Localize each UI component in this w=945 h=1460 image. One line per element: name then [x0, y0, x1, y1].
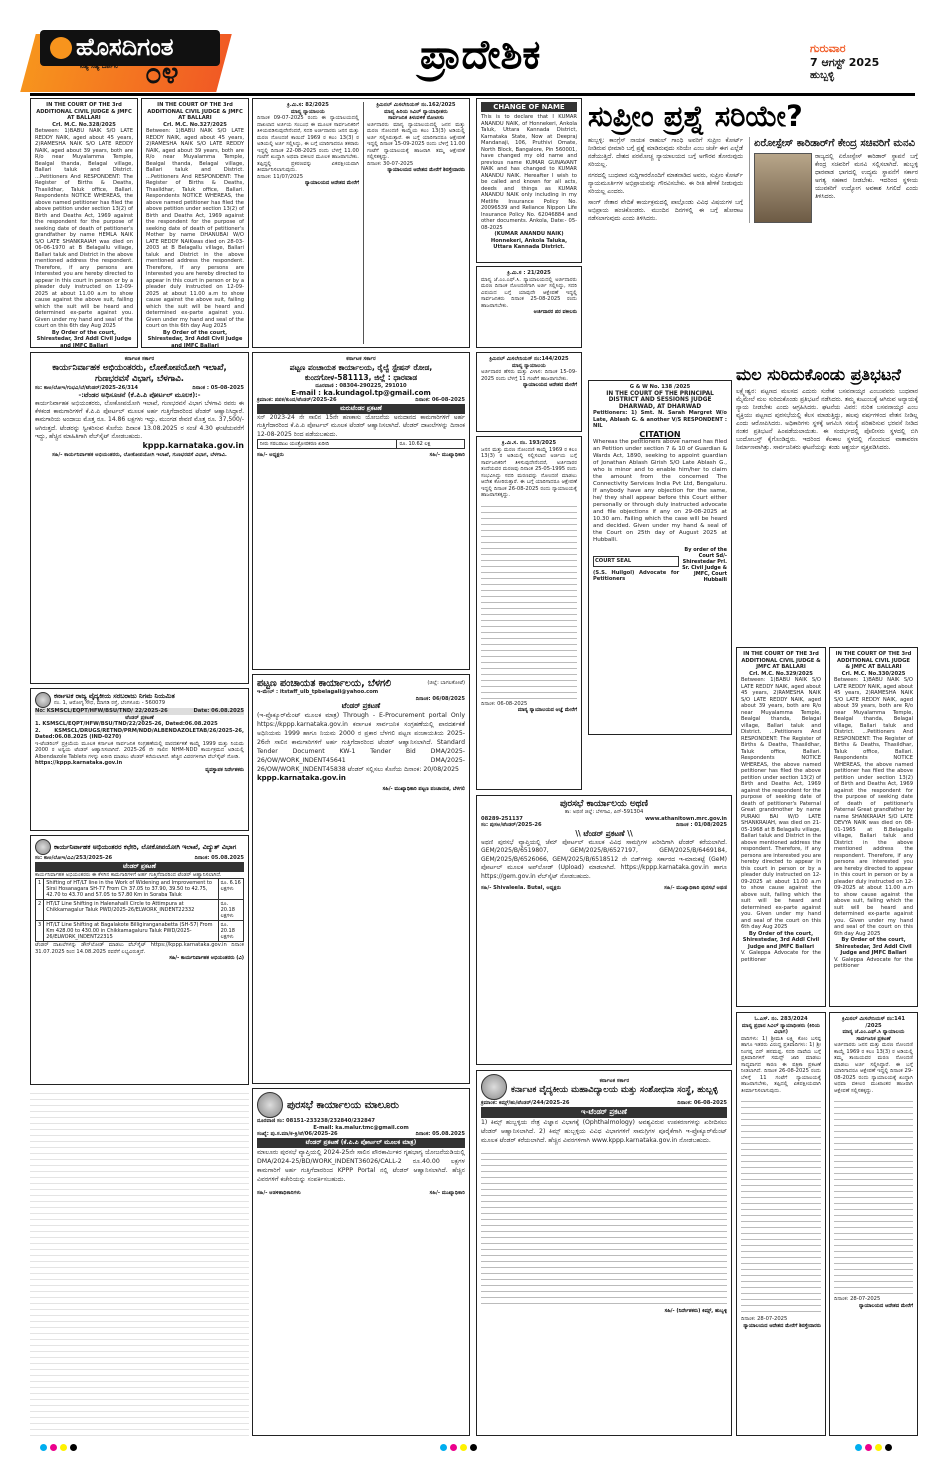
notice-head: ಕ್ರಿಮಿನಲ್ ಮಿಸಲೇನಿಯಸ್ ನಂ:144/2025 [489, 356, 569, 362]
row-amount: ರೂ. 6.16 ಲಕ್ಷಗಳು [218, 879, 243, 900]
notice-head: ಕ್ರಿಮಿನಲ್ ಮಿಸಲೇನಿಯಸ್ ನಂ:141 /2025 [842, 1016, 905, 1029]
notice-advocate: V. Galeppa Advocate for the petitioner [834, 956, 913, 969]
notice-email: ಇ-ಮೇಲ್ : itstaff_ulb_tpbelagali@yahoo.com [257, 689, 379, 695]
notice-head: ಪಟ್ಟಣ ಪಂಚಾಯತ ಕಾರ್ಯಾಲಯ, ಬೆಳಗಲಿ [257, 678, 392, 689]
signature-officer: ಸಹಿ/- ಮುಖ್ಯಾಧಿಕಾರಿ ಪುರಸಭೆ ಅಥಣಿ [664, 885, 727, 891]
empty-ad-space [30, 1088, 249, 1436]
notice-title: IN THE COURT OF THE PRINCIPAL DISTRICT AND SESSIONS JUDGE DHARWAD, AT DHARWAD [606, 390, 714, 410]
notice-signature: (KUMAR ANANDU NAIK) Honnekeri, Ankola Taluka, Uttara Kannada District. [490, 231, 568, 250]
gw-citation [588, 380, 732, 735]
notice-signature: ನ್ಯಾಯಾಲಯದ ಆದೇಶದ ಮೇರೆಗೆ [305, 180, 359, 186]
notice-body: ಅರ್ಜಿದಾರರು ಜನನ ಮತ್ತು ಮರಣ ನೋಂದಣಿ ಕಾಯ್ದೆ 1969 ರ ಕಲಂ 13(3) ರ ಅಡಿಯಲ್ಲಿ ತಮ್ಮ ತಾಯಿಯವರ ಮರಣ ನೋಂದಣಿ ಮಾಡಲು ಅರ್ಜಿ ಸಲ್ಲಿಸಿದ್ದಾರೆ. ಈ ಬಗ್ಗೆ ಯಾರಿಗಾದರೂ ಆಕ್ಷೇಪಣೆ ಇದ್ದಲ್ಲಿ ದಿನಾಂಕ 29-08-2025 ರಂದು ನ್ಯಾಯಾಲಯಕ್ಕೆ ಖುದ್ದಾಗಿ ಅಥವಾ ವಕೀಲರ ಮುಖಾಂತರ ಹಾಜರಾಗಿ ಆಕ್ಷೇಪಣೆ ಸಲ್ಲಿಸತಕ್ಕದ್ದು. [834, 1042, 913, 1094]
legal-notice-193 [476, 436, 582, 790]
registration-marks-left [40, 1444, 77, 1451]
karnataka-emblem-icon [35, 692, 51, 708]
malur-tender [252, 1088, 470, 1436]
notice-top: ಕರ್ನಾಟಕ ಸರ್ಕಾರ [124, 356, 155, 362]
notice-signature: ನ್ಯಾಯಾಲಯದ ಆದೇಶದ ಮೇರೆಗೆ [523, 382, 577, 388]
brand-tagline: ನಿತ್ಯ ಸತ್ಯ ದರ್ಶನ [80, 62, 118, 70]
notice-signature: ಸಹಿ/- ಮುಖ್ಯಾಧಿಕಾರಿ ಪಟ್ಟಣ ಪಂಚಾಯತ, ಬೆಳಗಲಿ [382, 786, 465, 792]
notice-signature: ಮಾನ್ಯ ನ್ಯಾಯಾಲಯದ ಆಜ್ಞೆ ಮೇರೆಗೆ [517, 707, 577, 713]
notice-body: Whereas the petitioners above named has filed an Petition under section 7 & 10 of Guardian & Wards Act, 1890, seeking to appoint guardian of Jonathan Ablash Girish S/O Late Ablash G., who is minor and to enable him/her to claim the amount from the concerned The Connectivity Services India Pvt Ltd, Bengaluru. If anybody have any objection for the same, he/ they shall appear before this Court either personally or through duly instructed advocate and file objections if any on 29-08-2025 at 10.30 am. Failing which the case will be heard and decided. Given under my hand & seal of the Court on 25th day of August 2025 at Hubballi. [593, 438, 727, 543]
notice-subject: ಟೆಂಡರ್ ಪ್ರಕಟಣೆ [341, 702, 381, 710]
brand-name: ಹೊಸದಿಗಂತ [76, 33, 174, 61]
notice-order: By Order of the court, Shirestedar, 3rd Addl Civil Judge and JMFC Ballari [36, 329, 132, 348]
kppp-link[interactable]: https://kppp.karnataka.gov.in [35, 760, 123, 766]
notice-advocate: (S.S. Huilgol) Advocate for Petitioners [593, 569, 680, 582]
edition-info [810, 42, 930, 81]
notice-subject: ಇ-ಟೆಂಡರ್ ಪ್ರಕಟಣೆ [481, 1107, 727, 1118]
notice-ref: ಕ್ರಮಾಂಕ: ಕಿಮ್ಸ್/ಹು/ಟೆಂಡರ್/244/2025-26 [481, 1100, 570, 1106]
notice-date: ದಿನಾಂಕ: 05.08.2025 [415, 1131, 465, 1137]
notice-date: ದಿನಾಂಕ: 06/08/2025 [415, 695, 465, 702]
notice-body: 1) ಕಿಮ್ಸ್ ಹುಬ್ಬಳ್ಳಿಯ ನೇತ್ರ ವಿಜ್ಞಾನ ವಿಭಾಗಕ್ಕೆ (Ophthalmology) ಅವಶ್ಯವಿರುವ ಉಪಕರಣಗಳನ್ನು ಖರೀದಿಸಲು ಟೆಂಡರ್ ಆಹ್ವಾನಿಸಲಾಗಿದೆ. 2) ಕಿಮ್ಸ್ ಹುಬ್ಬಳ್ಳಿಯ ವಿವಿಧ ವಿಭಾಗಗಳಿಗೆ ಸಾಮಗ್ರಿಗಳ ಪೂರೈಕೆಗಾಗಿ ಇ-ಪ್ರೊಕ್ಯೂರ್‌ಮೆಂಟ್ ಮೂಲಕ ಟೆಂಡರ್ ಕರೆಯಲಾಗಿದೆ. ಹೆಚ್ಚಿನ ವಿವರಗಳಿಗಾಗಿ www.kppp.karnataka.gov.in ನೋಡಬಹುದು. [481, 1118, 727, 1144]
masthead-rule [30, 93, 915, 96]
notice-head: ಕರ್ನಾಟಕ ವೈದ್ಯಕೀಯ ಮಹಾವಿದ್ಯಾಲಯ ಮತ್ತು ಸಂಶೋಧನಾ ಸಂಸ್ಥೆ, ಹುಬ್ಬಳ್ಳಿ [511, 1084, 718, 1095]
notice-court: ಮಾನ್ಯ ನ್ಯಾಯಾಲಯ [291, 108, 325, 115]
story-body: ಲಕ್ಷ್ಮೇಶ್ವರ: ಪಟ್ಟಣದ ಮಲಸದ ಎದುರು ಸುರೇಶ ಬಸವನಾಯ್ಕರ ಎಂಬುವವರು ಬುಧವಾರ ಮೈಮೇಲೆ ಮಲ ಸುರಿದುಕೊಂಡು ಪ್ರತಿಭಟನೆ ನಡೆಸಿದರು. ತಮ್ಮ ಕುಟುಂಬಕ್ಕೆ ಆಗಿರುವ ಅನ್ಯಾಯಕ್ಕೆ ನ್ಯಾಯ ನೀಡಬೇಕು ಎಂದು ಆಗ್ರಹಿಸಿದರು. ಘಟನೆಯ ವಿವರ: ನುರಿತ ಬಸವನಾಯ್ಕರ ಎಂಬ ವ್ಯಕ್ತಿಯು ಪಟ್ಟಣದ ಪುರಸಭೆಯಲ್ಲಿ ಕೆಲಸ ಮಾಡುತ್ತಿದ್ದು, ಹಲವು ವರ್ಷಗಳಿಂದ ವೇತನ ನೀಡಿಲ್ಲ ಎಂದು ಆರೋಪಿಸಿದರು. ಅಧಿಕಾರಿಗಳು ಸ್ಥಳಕ್ಕೆ ಆಗಮಿಸಿ ಸಮಸ್ಯೆ ಪರಿಹರಿಸುವ ಭರವಸೆ ನೀಡಿದ ನಂತರ ಪ್ರತಿಭಟನೆ ಹಿಂಪಡೆಯಲಾಯಿತು. ಈ ಸಂದರ್ಭದಲ್ಲಿ ಪೊಲೀಸರು ಸ್ಥಳದಲ್ಲಿ ಬಿಗಿ ಬಂದೋಬಸ್ತ್ ಕೈಗೊಂಡಿದ್ದರು. ಇದರಿಂದ ಕೆಲಕಾಲ ಸ್ಥಳದಲ್ಲಿ ಗೊಂದಲದ ವಾತಾವರಣ ನಿರ್ಮಾಣವಾಗಿತ್ತು. ಸಾರ್ವಜನಿಕರು ಘಟನೆಯನ್ನು ಕಂಡು ಆಶ್ಚರ್ಯ ವ್ಯಕ್ತಪಡಿಸಿದರು. [736, 388, 918, 451]
legal-notice-141 [829, 1012, 918, 1436]
notice-head: ಕ್ರಿ.ಮಿ.ಸ. ನಂ. 193/2025 [501, 440, 557, 446]
notice-body-filler [834, 1096, 913, 1296]
page-number: ೦೪ [145, 56, 179, 91]
notice-date: ದಿನಾಂಕ: 30-07-2025 [366, 160, 414, 167]
notice-title: IN THE COURT OF THE 3rd ADDITIONAL CIVIL JUDGE & JMFC AT BALLARI [147, 102, 243, 121]
notice-body: ಮಾನ್ಯ ಜೆ.ಎಂ.ಎಫ್.ಸಿ. ನ್ಯಾಯಾಲಯದಲ್ಲಿ ಅರ್ಜಿದಾರರು ಮರಣ ದಿನಾಂಕ ನೋಂದಣಿಗಾಗಿ ಅರ್ಜಿ ಸಲ್ಲಿಸಿದ್ದು, ಸದರಿ ವಿಷಯದ ಬಗ್ಗೆ ಯಾವುದೇ ಆಕ್ಷೇಪಣೆ ಇದ್ದಲ್ಲಿ ಸಾರ್ವಜನಿಕರು ದಿನಾಂಕ 25-08-2025 ರಂದು ಹಾಜರಾಗಬೇಕು. [481, 276, 577, 309]
row-amount: ರೂ. 20.18 ಲಕ್ಷಗಳು [218, 900, 243, 921]
brand-emblem-icon [50, 37, 72, 59]
row-no: 2 [36, 900, 44, 921]
notice-body: ಸನ್ 2023-24 ನೇ ಸಾಲಿನ 15ನೇ ಹಣಕಾಸು ಯೋಜನೆಯ ಅನುದಾನದ ಕಾಮಗಾರಿಗಳಿಗೆ ಅರ್ಹ ಗುತ್ತಿಗೆದಾರರಿಂದ ಕೆ.ಪಿ.ಪಿ ಪೋರ್ಟಲ್ ಮೂಲಕ ಟೆಂಡರ್ ಆಹ್ವಾನಿಸಲಾಗಿದೆ. ಟೆಂಡರ್ ದಾಖಲೆಗಳನ್ನು ದಿನಾಂಕ 12-08-2025 ರಿಂದ ಪಡೆಯಬಹುದು. [257, 413, 465, 438]
notice-order: By Order of the court, Shirestedar, 3rd Addl Civil Judge and JMFC Ballari [835, 937, 912, 956]
notice-court: ಮಾನ್ಯ ನ್ಯಾಯಾಲಯ [512, 362, 546, 369]
notice-subject: ಟೆಂಡರ್ ಪ್ರಕಟಣೆ (ಕೆ.ಪಿ.ಪಿ ಪೋರ್ಟಲ್ ಮೂಲಕ ಮಾತ್ರ) [257, 1138, 465, 1148]
notice-title: IN THE COURT OF THE 3rd ADDITIONAL CIVIL JUDGE & JMFC AT BALLARI [741, 651, 821, 670]
lead-body-1: ಹುಬ್ಬಳ್ಳಿ: ಕಾಂಗ್ರೆಸ್ ನಾಯಕ ರಾಹುಲ್ ಗಾಂಧಿ ಅವರಿಗೆ ಸುಪ್ರೀಂ ಕೋರ್ಟ್ ನೀಡಿರುವ ಛೀಮಾರಿ ಬಗ್ಗೆ ಪ್ರಶ್ನೆ ಮಾಡಿರುವುದು ಸರಿಯೇ ಎಂಬ ಚರ್ಚೆ ಈಗ ಎಲ್ಲೆಡೆ ನಡೆಯುತ್ತಿದೆ. ದೇಶದ ಪರಮೋಚ್ಚ ನ್ಯಾಯಾಲಯದ ಬಗ್ಗೆ ಅಗೌರವ ತೋರುವುದು ಸರಿಯಲ್ಲ. [588, 137, 743, 168]
notice-case: G & W No. 138 /2025 [629, 384, 691, 390]
notice-intro: ಕಾರ್ಯನಿರ್ವಾಹಕ ಅಭಿಯಂತರರು ಈ ಕೆಳಗಿನ ಕಾಮಗಾರಿಗಳಿಗೆ ಅರ್ಹ ಗುತ್ತಿಗೆದಾರರಿಂದ ಟೆಂಡರ್ ಆಹ್ವಾನಿಸಲಾಗಿದೆ. [35, 871, 222, 878]
notice-court: ಮಾನ್ಯ ಹಿರಿಯ ಸಿವಿಲ್ ನ್ಯಾಯಾಧೀಶರು [384, 108, 448, 115]
notice-title: CHANGE OF NAME [481, 102, 577, 112]
notice-subject: ಟೆಂಡರ್ ಪ್ರಕಟಣೆ [125, 714, 154, 721]
notice-body: ಅರ್ಜಿದಾರರು ಮಾನ್ಯ ನ್ಯಾಯಾಲಯದಲ್ಲಿ ಜನನ ಮತ್ತು ಮರಣ ನೋಂದಣಿ ಕಾಯ್ದೆಯ ಕಲಂ 13(3) ಅಡಿಯಲ್ಲಿ ಅರ್ಜಿ ಸಲ್ಲಿಸಿರುತ್ತಾರೆ. ಈ ಬಗ್ಗೆ ಯಾರಿಗಾದರೂ ಆಕ್ಷೇಪಣೆ ಇದ್ದಲ್ಲಿ ದಿನಾಂಕ 15-09-2025 ರಂದು ಬೆಳಿಗ್ಗೆ 11.00 ಗಂಟೆಗೆ ನ್ಯಾಯಾಲಯಕ್ಕೆ ಹಾಜರಾಗಿ ತಮ್ಮ ಆಕ್ಷೇಪಣೆ ಸಲ್ಲಿಸತಕ್ಕದ್ದು. [366, 121, 465, 160]
notice-subject: CITATION [639, 429, 681, 439]
notice-parties: Petitioners: 1) Smt. N. Sarah Margret W/o Late, Ablash G. & another V/S RESPONDENT : NIL [593, 410, 727, 429]
court-notice-327 [141, 98, 249, 348]
lead-body-2: ನಗರದಲ್ಲಿ ಬುಧವಾರ ಸುದ್ದಿಗಾರರೊಂದಿಗೆ ಮಾತನಾಡಿದ ಅವರು, ಸುಪ್ರೀಂ ಕೋರ್ಟ್ ನ್ಯಾಯಮೂರ್ತಿಗಳ ಅಭಿಪ್ರಾಯವನ್ನು ಗೌರವಿಸಬೇಕು. ಈ ರೀತಿ ಹೇಳಿಕೆ ನೀಡುವುದು ಸರಿಯಲ್ಲ ಎಂದರು. [588, 172, 743, 195]
kims-tender [476, 1070, 732, 1436]
notice-top: ಕರ್ನಾಟಕ ಸರ್ಕಾರ [599, 1078, 630, 1085]
row-no: 3 [36, 921, 44, 942]
notice-court: ಮಾನ್ಯ ಪ್ರಧಾನ ಸಿವಿಲ್ ನ್ಯಾಯಾಧೀಶರು (ಕಿರಿಯ ವಿಭಾಗ) [741, 1022, 821, 1035]
change-of-name-notice [476, 98, 582, 263]
tender-item: 2. KSMSCL/DRUGS/RETND/PRM/NDD/ALBENDAZOLETAB/26/2025-26, Dated:06.08.2025 (IND-0270) [35, 727, 244, 740]
notice-signature: ಸಹಿ/- (ನಿರ್ದೇಶಕರು) ಕಿಮ್ಸ್, ಹುಬ್ಬಳ್ಳಿ [664, 1307, 727, 1314]
notice-signature: ನ್ಯಾಯಾಲಯದ ಆದೇಶದ ಮೇರೆಗೆ ಶಿರಸ್ತೇದಾರರು [743, 1322, 821, 1329]
row-work: HT/LT Line Shifting in Halenahalli Circle to Attimpura at Chikkamagalur Taluk PWD/2025-26/ELWORK_INDENT22332 [44, 900, 218, 921]
city: ಹುಬ್ಬಳ್ಳಿ [810, 70, 835, 81]
notice-district: (ಜಿಲ್ಲೆ: ಬಾಗಲಕೋಟೆ) [427, 680, 465, 687]
notice-ref: ಸಂ: ಕಾಅ/ಲೋಇ/ವಿವಿ/253/2025-26 [35, 855, 113, 861]
notice-advocate: V. Galeppa Advocate for the petitioner [741, 950, 821, 963]
court-notice-329 [736, 647, 826, 1007]
notice-signature: ನ್ಯಾಯಾಲಯದ ಆದೇಶದ ಮೇರೆಗೆ [859, 1302, 913, 1309]
notice-case: Crl. M.C. No.329/2025 [749, 670, 813, 677]
kppp-link[interactable]: kppp.karnataka.gov.in [142, 441, 244, 451]
notice-date: ದಿನಾಂಕ: 28-07-2025 [834, 1296, 881, 1302]
notice-head: ಕ್ರಿ.ಮಿ.ಸ: 82/2025 [287, 102, 329, 108]
court-notice-330 [829, 647, 918, 1007]
notice-head: ಕ್ರಿಮಿನಲ್ ಮಿಸಲೇನಿಯಸ್ ನಂ.162/2025 [376, 102, 456, 108]
notice-body: Between: 1)BABU NAIK S/O LATE REDDY NAIK, aged about 45 years, 2)RAMESHA NAIK S/O LATE REDDY NAIK, aged about 39 years, both are R/o near Muyalamma Temple, Bealgal thanda, Belagal village, Ballari taluk and District. ...Petitioners And RESPONDENT: The Register of Births & Deaths, Thasildhar, Taluk office, Ballari. Respondents NOTICE WHEREAS, the above named petitioner has filed the above petition under section 13(2) of Birth and Deaths Act, 1969 against the respondent for the purpose of seeking date of death of petitioner's Paternal Great grandfather by name SHANKRAIAH S/O LATE DEVYA NAIK was died on 08-01-1965 at B.Belagallu village, Ballari taluk and District in the above mentioned address the respondent. Therefore, if any persons are interested you are hereby directed to appear in this court in person or by a pleader duly instructed on 12-09-2025 at about 11.00 a.m to show cause against the above suit, failing which the suit will be heard and determined ex-parte against you. Given under my hand and seal of the court on this 6th day Aug 2025 [834, 677, 913, 937]
date: 7 ಆಗಸ್ಟ್ 2025 [810, 56, 880, 69]
notice-body-filler [481, 1148, 727, 1308]
notice-address: ನಂ. 1, ಆರೋಗ್ಯ ಸೌಧ, ಮಾಗಡಿ ರಸ್ತೆ, ಬೆಂಗಳೂರು - 560079 [54, 700, 166, 706]
notice-phone: ದೂರವಾಣಿ ಸಂ: 08151-233238/232840/232847 [257, 1118, 375, 1124]
table-row [36, 900, 244, 921]
lead-headline: ಸುಪ್ರೀಂ ಪ್ರಶ್ನೆ ಸರಿಯೇ? [588, 99, 803, 133]
section-title: ಪ್ರಾದೇಶಿಕ [420, 32, 541, 78]
signature-chairman: ಸಹಿ/- Shivaleela. Butal, ಅಧ್ಯಕ್ಷರು [481, 885, 562, 891]
notice-ref: ಕ್ರಮಾಂಕ: ಪಪಕ/ಕುಂದ/ಟೆಂಡರ್/2025-26 [257, 397, 337, 403]
masthead [0, 0, 945, 96]
notice-head: ಕಾರ್ಯನಿರ್ವಾಹಕ ಅಭಿಯಂತರರು, ಲೋಕೋಪಯೋಗಿ ಇಲಾಖೆ, ಗುಣಭರವಸೆ ವಿಭಾಗ, ಬೆಳಗಾವಿ. [52, 362, 227, 384]
court-notice-328 [30, 98, 138, 348]
notice-court: ಮಾನ್ಯ ಜೆ.ಎಂ.ಎಫ್.ಸಿ ನ್ಯಾಯಾಲಯ [842, 1029, 905, 1035]
pwd-belagavi-tender [30, 352, 249, 684]
notice-head: ಕರ್ನಾಟಕ ರಾಜ್ಯ ವೈದ್ಯಕೀಯ ಸರಬರಾಜು ನಿಗಮ ನಿಯಮಿತ [54, 692, 175, 700]
notice-body: Between: 1)BABU NAIK S/O LATE REDDY NAIK, aged about 45 years, 2)RAMESHA NAIK S/O LATE REDDY NAIK, aged about 39 years, both are R/o near Muyalamma Temple, Bealgal thanda, Belagal village, Ballari taluk and District. ...Petitioners And RESPONDENT: The Register of Births & Deaths, Thasildhar, Taluk office, Ballari. Respondents NOTICE WHEREAS, the above named petitioner has filed the above petition under section 13(2) of Birth and Deaths Act, 1969 against the respondent for the purpose of seeking date of death of petitioner's Mother by name DHANUBAI W/O LATE REDDY NAIKwas died on 28-03-2003 at B Belagallu village, Ballari taluk and District in the above mentioned address the respondent. Therefore, if any persons are interested you are hereby directed to appear in this court in person or by a pleader duly instructed on 12-09-2025 at about 11.00 a.m to show cause against the above suit, failing which the suit will be heard and determined ex-parte against you. Given under my hand and seal of the court on this 6th day Aug 2025 [146, 128, 244, 329]
athani-tender [476, 795, 732, 1065]
notice-head: ಓ.ಎಸ್. ನಂ. 283/2024 [754, 1016, 808, 1022]
notice-order: By Order of the court, Shirestedar, 3rd Addl Civil Judge and JMFC Ballari [742, 930, 820, 950]
notice-order: By Order of the court, Shirestedar, 3rd Addl Civil Judge and JMFC Ballari [147, 329, 243, 348]
court-seal-label: COURT SEAL [593, 556, 679, 567]
ksmscl-tender [30, 688, 249, 831]
notice-ref: ಸಂ: ಕಾಅ/ಲೋಇ/ಗುಭವಿ/ಬೆ/ಟೆಂಡರ್/2025-26/314 [35, 384, 138, 391]
table-row [36, 879, 244, 900]
tender-item: 1. KSMSCL/EQPT/HFW/BSU/TND/22/2025-26, Dated:06.08.2025 [35, 721, 218, 727]
row-work: Shifting of HT/LT line in the Work of Widening and Improvement to Sirsi Hosanagara SH-77 From Ch 37.05 to 37.90, 39.50 to 42.75, 42.70 to 43.70 and 57.05 to 57.80 Km in Soraba Taluk [44, 879, 218, 900]
notice-body-filler [30, 1088, 249, 1436]
notice-subject: -:ಟೆಂಡರ ಅಧಿಸೂಚನೆ (ಕೆ.ಪಿ.ಪಿ ಪೋರ್ಟಲ್ ಮೂಲಕ):- [78, 391, 201, 399]
notice-title: IN THE COURT OF THE 3rd ADDITIONAL CIVIL JUDGE & JMFC AT BALLARI [36, 102, 132, 121]
karnataka-emblem-icon [35, 839, 51, 855]
notice-email: E-mail: ka.malur.tmc@gmail.com [313, 1124, 409, 1131]
notice-ref: No: KSMSCL/EQPT/HFW/BSU/TND/ 22/2025-26 [35, 708, 168, 714]
notice-body: ಅರ್ಜಿದಾರರ ಹೆಸರು ಮತ್ತು ವಿಳಾಸ: ದಿನಾಂಕ 15-09-2025 ರಂದು ಬೆಳಗ್ಗೆ 11 ಗಂಟೆಗೆ ಹಾಜರಾಗಬೇಕು. [481, 369, 577, 382]
notice-signature: ನ್ಯಾಯಾಲಯದ ಆದೇಶದ ಮೇರೆಗೆ ಶಿರಸ್ತೇದಾರರು [387, 167, 465, 173]
row-no: 1 [36, 879, 44, 900]
notice-date: ದಿನಾಂಕ: 11/07/2025 [257, 173, 303, 180]
notice-body: This is to declare that I KUMAR ANANDU NAIK, of Honnekeri, Ankola Taluk, Uttara Kannada District, Karnataka State, Now at Deepraj Mandanaji, 106, Pruthivi Omate, North Block, Bangalore, Pin 560001, have changed my old name and previous name KUMAR GUNAVANT NAIK and has changed to KUMAR ANANDU NAIK. Hereafter I wish to be called and known for all acts, deeds and things as KUMAR ANANDU NAIK only including in my Metlife Insurance Policy No. 20096539 and Reliance Nippon Life Insurance Policy No. 62046884 and other documents. Ankola, Date:- 05-08-2025 [481, 114, 577, 231]
notice-case: Crl. M.C. No.330/2025 [841, 670, 906, 677]
story-protest [736, 365, 918, 645]
notice-body: ಟೆಂಡರ್ ದಾಖಲೆಗಳನ್ನು ಡೌನ್‌ಲೋಡ್ ಮಾಡಲು ವೆಬ್‌ಸೈಟ್ https://kppp.karnataka.gov.in ದಿನಾಂಕ 31.07.2025 ರಿಂದ 14.08.2025 ರವರೆಗೆ ಲಭ್ಯವಿರುತ್ತದೆ. [35, 942, 244, 955]
person-photo [754, 153, 812, 223]
karnataka-emblem-icon [481, 1074, 507, 1100]
notice-body-filler [481, 501, 577, 701]
notice-ref: ಸಂಖ್ಯೆ: ಪು.ಸ.ಮಾ/ಕ-ಕ್ರಿ/ಟೆ/06/2025-26 [257, 1131, 338, 1137]
notice-case: Crl. M.C. No.327/2025 [163, 121, 227, 128]
notice-date: Date: 06.08.2025 [193, 708, 244, 714]
day: ಗುರುವಾರ [810, 42, 846, 55]
notice-body: Between: 1)BABU NAIK S/O LATE REDDY NAIK, aged about 45 years, 2)RAMESHA NAIK S/O LATE REDDY NAIK, aged about 39 years, both are R/o near Muyalamma Temple, Bealgal thanda, Belagal village, Ballari taluk and District. ...Petitioners And RESPONDENT: The Register of Births & Deaths, Thasildhar, Taluk office, Ballari. Respondents NOTICE WHEREAS, the above named petitioner has filed the above petition under section 13(2) of Birth and Deaths Act, 1969 against the respondent for the purpose of seeking date of death of petitioner's Paternal Great grandmother by name PURAKI BAI W/O LATE SHANKRAIAH, was died on 21-05-1968 at B Belagallu village, Ballari taluk and District in the above mentioned address the respondent. Therefore, if any persons are interested you are hereby directed to appear in this court in person or by a pleader duly instructed on 12-09-2025 at about 11.00 a.m to show cause against the above suit, failing which the suit will be heard and determined ex-parte against you. Given under my hand and seal of the court on this 6th day Aug 2025 [741, 677, 821, 930]
notice-date: ದಿನಾಂಕ : 01/08/2025 [675, 822, 727, 828]
notice-body-filler [741, 1096, 821, 1316]
registration-marks-right [855, 1444, 892, 1451]
notice-signature: ಸಹಿ/- ಕಾರ್ಯನಿರ್ವಾಹಕ ಅಭಿಯಂತರರು, ಲೋಕೋಪಯೋಗಿ ಇಲಾಖೆ, ಗುಣಭರವಸೆ ವಿಭಾಗ, ಬೆಳಗಾವಿ. [52, 452, 227, 459]
notice-subject: ಟೆಂಡರ್ ಪ್ರಕಟಣೆ [35, 862, 244, 872]
legal-notice-144 [476, 352, 582, 432]
notice-body: ಜನನ ಮತ್ತು ಮರಣ ನೋಂದಣಿ ಕಾಯ್ದೆ 1969 ರ ಕಲಂ 13(3) ರ ಅಡಿಯಲ್ಲಿ ಸಲ್ಲಿಸಲಾದ ಅರ್ಜಿಯ ಬಗ್ಗೆ ಸಾರ್ವಜನಿಕರಿಗೆ ತಿಳಿಸುವುದೇನೆಂದರೆ, ಅರ್ಜಿದಾರರ ತಂದೆಯವರ ಮರಣವು ದಿನಾಂಕ 25-05-1995 ರಂದು ಸಂಭವಿಸಿದ್ದು ಸದರಿ ಮರಣವನ್ನು ನೋಂದಣಿ ಮಾಡಲು ಆದೇಶ ಕೋರಿರುತ್ತಾರೆ. ಈ ಬಗ್ಗೆ ಯಾರಿಗಾದರೂ ಆಕ್ಷೇಪಣೆ ಇದ್ದಲ್ಲಿ ದಿನಾಂಕ 26-08-2025 ರಂದು ನ್ಯಾಯಾಲಯಕ್ಕೆ ಹಾಜರಾಗತಕ್ಕದ್ದು. [481, 446, 577, 498]
notice-title: IN THE COURT OF THE 3rd ADDITIONAL CIVIL JUDGE & JMFC AT BALLARI [835, 651, 912, 670]
row-work: HT/LT Line Shifting at Bagalakote Billigiranganabetta (SH-57) From Km 428.00 to 430.00 in Chikkamagaluru Taluk PWD/2025-26/ELWORK_INDENT22315 [44, 921, 218, 942]
notice-date: ದಿನಾಂಕ: 06-08-2025 [415, 397, 465, 403]
signature-officer: ಸಹಿ/- ಮುಖ್ಯಾಧಿಕಾರಿ [429, 452, 465, 458]
notice-head: ಕಾರ್ಯನಿರ್ವಾಹಕ ಅಭಿಯಂತರರ ಕಛೇರಿ, ಲೋಕೋಪಯೋಗಿ ಇಲಾಖೆ, ವಿದ್ಯುತ್ ವಿಭಾಗ [54, 843, 237, 851]
tender-table [35, 878, 244, 942]
side-body: ರಾಜ್ಯದಲ್ಲಿ ಏರೋಸ್ಪೇಸ್ ಕಾರಿಡಾರ್ ಸ್ಥಾಪನೆ ಬಗ್ಗೆ ಕೇಂದ್ರ ಸಚಿವರಿಗೆ ಮನವಿ ಸಲ್ಲಿಸಲಾಗಿದೆ. ಹುಬ್ಬಳ್ಳಿ ಧಾರವಾಡ ಭಾಗದಲ್ಲಿ ಉದ್ಯಮ ಸ್ಥಾಪನೆಗೆ ಸರ್ಕಾರ ಅಗತ್ಯ ಸಹಕಾರ ನೀಡಬೇಕು. ಇದರಿಂದ ಸ್ಥಳೀಯ ಯುವಕರಿಗೆ ಉದ್ಯೋಗ ಅವಕಾಶ ಸಿಗಲಿದೆ ಎಂದು ತಿಳಿಸಿದರು. [815, 153, 918, 200]
notice-head: ಪಟ್ಟಣ ಪಂಚಾಯತ ಕಾರ್ಯಾಲಯ, ರೈಲ್ವೆ ಸ್ಟೇಷನ್ ರೋಡ, ಕುಂದಗೋಳ-581113, ಜಿಲ್ಲೆ : ಧಾರವಾಡ [289, 362, 433, 382]
notice-body: ಅಥಣಿ ಪುರಸಭೆ ವ್ಯಾಪ್ತಿಯಲ್ಲಿ ಜೆಮ್ ಪೋರ್ಟಲ್ ಮೂಲಕ ವಿವಿಧ ಸಾಮಗ್ರಿಗಳ ಖರೀದಿಗಾಗಿ ಟೆಂಡರ್ ಕರೆಯಲಾಗಿದೆ. GEM/2025/B/6519807, GEM/2025/B/6527197, GEM/2025/B/6469184, GEM/2025/B/6526066, GEM/2025/B/6518512 ನೇ ಬಿಡ್‌ಗಳನ್ನು ಸರ್ಕಾರದ ಇ-ಮಾರುಕಟ್ಟೆ (GeM) ಪೋರ್ಟಲ್ ಮೂಲಕ ಅಪ್‌ಲೋಡ್ (Upload) ಮಾಡಲಾಗಿದೆ. https://kppp.karnataka.gov.in ಹಾಗೂ https://gem.gov.in ವೆಬ್‌ಸೈಟ್ ನೋಡಬಹುದು. [481, 838, 727, 880]
notice-case: Crl. M.C. No.328/2025 [52, 121, 116, 128]
notice-top: ಕರ್ನಾಟಕ ಸರ್ಕಾರ [346, 356, 376, 362]
pwd-electrical-tender [30, 835, 249, 1085]
tender-table [257, 439, 465, 449]
row-amount: ರೂ. 10.62 ಲಕ್ಷ [397, 440, 465, 449]
karnataka-emblem-icon [257, 1092, 283, 1118]
notice-body: ವಾದಿಗಳು: 1) ಶ್ರೀಮತಿ ಲಕ್ಷ್ಮಿ ಕೋಂ ಬಸಪ್ಪ ಹಾಗೂ ಇತರರು ವಿರುದ್ಧ ಪ್ರತಿವಾದಿಗಳು: 1) ಶ್ರೀ ನಿಂಗಪ್ಪ ಬಿನ್ ಹನಮಪ್ಪ. ಸದರಿ ದಾವೆಯ ಬಗ್ಗೆ ಪ್ರತಿವಾದಿಗಳಿಗೆ ಸಮನ್ಸ್ ಜಾರಿ ಮಾಡಲು ಸಾಧ್ಯವಾಗದ ಕಾರಣ ಈ ಪತ್ರಿಕಾ ಪ್ರಕಟಣೆ ನೀಡಲಾಗಿದೆ. ದಿನಾಂಕ 26-08-2025 ರಂದು ಬೆಳಿಗ್ಗೆ 11 ಗಂಟೆಗೆ ನ್ಯಾಯಾಲಯಕ್ಕೆ ಹಾಜರಾಗಬೇಕು, ತಪ್ಪಿದಲ್ಲಿ ಏಕಪಕ್ಷೀಯವಾಗಿ ತೀರ್ಮಾನಿಸಲಾಗುವುದು. [741, 1035, 821, 1094]
story-headline: ಮಲ ಸುರಿದುಕೊಂಡು ಪ್ರತಿಭಟನೆ [736, 365, 901, 384]
notice-body: ಇ-ಟೆಂಡರಿಂಗ್ ಪ್ರಕ್ರಿಯೆಯ ಮೂಲಕ ಕರ್ನಾಟಕ ಸಾರ್ವಜನಿಕ ಸಂಗ್ರಹಣೆಯಲ್ಲಿ ಪಾರದರ್ಶಕತೆ ಕಾಯ್ದೆ 1999 ಮತ್ತು ನಿಯಮ 2000 ರ ಅನ್ವಯ ಟೆಂಡರ್ ಆಹ್ವಾನಿಸಲಾಗಿದೆ. 2025-26 ನೇ ಸಾಲಿನ NHM-NDD ಕಾರ್ಯಕ್ರಮದ ಅಡಿಯಲ್ಲಿ Albendazole Tablets ಗಳನ್ನು ಖರೀದಿ ಮಾಡಲು ಟೆಂಡರ್ ಕರೆಯಲಾಗಿದೆ. ಹೆಚ್ಚಿನ ವಿವರಗಳಿಗಾಗಿ ವೆಬ್‌ಸೈಟ್ ನೋಡಿ. [35, 740, 244, 760]
notice-subject: \\ ಟೆಂಡರ್ ಪ್ರಕಟಣೆ \\ [575, 828, 633, 838]
notice-signature: ವ್ಯವಸ್ಥಾಪಕ ನಿರ್ದೇಶಕರು [205, 766, 244, 773]
notice-signature: By order of the Court Sd/- Shirestedar Prl. Sr. Civil Judge & JMFC, Court Hubballi [682, 546, 727, 583]
row-amount: ರೂ. 20.18 ಲಕ್ಷಗಳು [218, 921, 243, 942]
row-work: ನೀರು ಸರಬರಾಜು ಯಂತ್ರೋಪಕರಣ ಖರೀದಿ [258, 440, 397, 449]
notice-date: ದಿನಾಂಕ: 06-08-2025 [677, 1100, 727, 1106]
notice-address: ತಾ: ಅಥಣಿ ಜಿಲ್ಲೆ: ಬೆಳಗಾವಿ, ಪಿನ್-591304 [564, 809, 644, 815]
notice-head: ಪುರಸಭೆ ಕಾರ್ಯಾಲಯ ಅಥಣಿ [560, 799, 648, 809]
notice-body: ಕಾರ್ಯನಿರ್ವಾಹಕ ಅಭಿಯಂತರರು, ಲೋಕೋಪಯೋಗಿ ಇಲಾಖೆ, ಗುಣಭರವಸೆ ವಿಭಾಗ ಬೆಳಗಾವಿ ರವರು ಈ ಕೆಳಕಂಡ ಕಾಮಗಾರಿಗಳಿಗೆ ಕೆ.ಪಿ.ಪಿ ಪೋರ್ಟಲ್ ಮೂಲಕ ಅರ್ಹ ಗುತ್ತಿಗೆದಾರರಿಂದ ಟೆಂಡರ್ ಆಹ್ವಾನಿಸಿದ್ದಾರೆ. ಕಾಮಗಾರಿಯ ಅಂದಾಜು ಮೊತ್ತ ರೂ. 14.86 ಲಕ್ಷಗಳು ಇದ್ದು, ಮುಂಗಡ ಠೇವಣಿ ಮೊತ್ತ ರೂ. 37,500/- ಆಗಿರುತ್ತದೆ. ಟೆಂಡರನ್ನು ಸ್ವೀಕರಿಸುವ ಕೊನೆಯ ದಿನಾಂಕ 13.08.2025 ರ ಸಂಜೆ 4.30 ಘಂಟೆಯವರೆಗೆ ಇದ್ದು, ಹೆಚ್ಚಿನ ಮಾಹಿತಿಗಾಗಿ ವೆಬ್‌ಸೈಟ್ ನೋಡಬಹುದು. [35, 400, 244, 440]
belagali-tender [252, 674, 470, 1084]
kundgol-tender [252, 352, 470, 670]
table-row [36, 921, 244, 942]
notice-head: ಕ್ರಿ.ಮಿ.ಸ : 21/2025 [507, 270, 551, 276]
notice-ref: ಸಂ: ಪುಸ‌ಅ/ಟೆಂಡರ್/2025-26 [481, 822, 542, 828]
notice-body: (ಇ-ಪ್ರೊಕ್ಯೂರ್‌ಮೆಂಟ್ ಮೂಲಕ ಮಾತ್ರ) Through - E-Procurement portal Only https://kppp.karnataka.gov.in ಕರ್ನಾಟಕ ಸಾರ್ವಜನಿಕ ಸಂಗ್ರಹಣೆಯಲ್ಲಿ ಪಾರದರ್ಶಕತೆ ಅಧಿನಿಯಮ 1999 ಹಾಗೂ ನಿಯಮ 2000 ರ ಪ್ರಕಾರ ಬೆಳಗಲಿ ಪಟ್ಟಣ ಪಂಚಾಯತಿಯ 2025-26ನೇ ಸಾಲಿನ ಕಾಮಗಾರಿಗಳಿಗೆ ಅರ್ಹ ಗುತ್ತಿಗೆದಾರರಿಂದ ಟೆಂಡರ್ ಆಹ್ವಾನಿಸಲಾಗಿದೆ. Standard Tender Document KW-1 Tender Bid DMA/2025-26/OW/WORK_INDENT45641 DMA/2025-26/OW/WORK_INDENT45838 ಟೆಂಡರ್ ಸಲ್ಲಿಸಲು ಕೊನೆಯ ದಿನಾಂಕ: 20/08/2025 [257, 712, 465, 773]
legal-notice-82 [252, 98, 470, 348]
notice-phone: 08289-251137 [481, 815, 523, 822]
table-row [258, 440, 465, 449]
notice-subject: ಮರುಟೆಂಡರ ಪ್ರಕಟಣೆ [257, 404, 465, 414]
notice-title: ಸಾರ್ವಜನಿಕ ತಿಳುವಳಿಕೆ ನೋಟೀಸು [387, 115, 444, 121]
lead-story [588, 98, 918, 363]
kppp-link[interactable]: kppp.karnataka.gov.in [257, 774, 346, 782]
notice-email: E-mail : ka.kundagol.tp@gmail.com [291, 389, 431, 397]
notice-signature: ಅರ್ಜಿದಾರರ ಪರ ವಕೀಲರು [533, 309, 577, 315]
notice-title: ಸಾರ್ವಜನಿಕ ಪ್ರಕಟಣೆ [856, 1035, 891, 1042]
registration-marks-center [440, 1444, 477, 1451]
signature-officer: ಸಹಿ/- ಮುಖ್ಯಾಧಿಕಾರಿ [429, 1189, 465, 1196]
signature-administrator: ಸಹಿ/- ಆಡಳಿತಾಧಿಕಾರಿಗಳು [257, 1189, 301, 1196]
notice-date: ದಿನಾಂಕ : 05-08-2025 [192, 384, 244, 391]
notice-body: Between: 1)BABU NAIK S/O LATE REDDY NAIK, aged about 45 years, 2)RAMESHA NAIK S/O LATE REDDY NAIK, aged about 39 years, both are R/o near Muyalamma Temple, Bealgal thanda, Belagal village, Ballari taluk and District. ...Petitioners And RESPONDENT: The Register of Births & Deaths, Thasildhar, Taluk office, Ballari. Respondents NOTICE WHEREAS, the above named petitioner has filed the above petition under section 13(2) of Birth and Deaths Act, 1969 against the respondent for the purpose of seeking date of death of petitioner's grandfather by name HEMLA NAIK S/O LATE SHANKRAIAH was died on 06-06-1970 at B Belagallu village, Ballari taluk and District in the above mentioned address the respondent. Therefore, if any persons are interested you are hereby directed to appear in this court in person or by a pleader duly instructed on 12-09-2025 at about 11.00 a.m to show cause against the above suit, failing which the suit will be heard and determined ex-parte against you. Given under my hand and seal of the court on this 6th day Aug 2025 [35, 128, 133, 329]
notice-body: ದಿನಾಂಕ 09-07-2025 ರಂದು ಈ ನ್ಯಾಯಾಲಯದಲ್ಲಿ ದಾಖಲಾದ ಅರ್ಜಿಯ ಸಂಬಂಧ ಈ ಮೂಲಕ ಸಾರ್ವಜನಿಕರಿಗೆ ತಿಳಿಯಪಡಿಸುವುದೇನೆಂದರೆ, ಸದರಿ ಅರ್ಜಿದಾರರು ಜನನ ಮತ್ತು ಮರಣ ನೋಂದಣಿ ಕಾಯಿದೆ 1969 ರ ಕಲಂ 13(3) ರ ಅಡಿಯಲ್ಲಿ ಅರ್ಜಿ ಸಲ್ಲಿಸಿದ್ದು, ಈ ಬಗ್ಗೆ ಯಾರಿಗಾದರೂ ತಕರಾರು ಇದ್ದಲ್ಲಿ ದಿನಾಂಕ 22-08-2025 ರಂದು ಬೆಳಗ್ಗೆ 11.00 ಗಂಟೆಗೆ ಖುದ್ದಾಗಿ ಅಥವಾ ವಕೀಲರ ಮೂಲಕ ಹಾಜರಾಗಬೇಕು. ತಪ್ಪಿದ್ದಲ್ಲಿ ಪ್ರಕರಣವನ್ನು ಏಕಪಕ್ಷೀಯವಾಗಿ ತೀರ್ಮಾನಿಸಲಾಗುವುದು. [257, 115, 359, 173]
legal-notice-21 [476, 266, 582, 348]
side-headline: ಏರೋಸ್ಪೇಸ್ ಕಾರಿಡಾರ್‌ಗೆ ಕೇಂದ್ರ ಸಚಿವರಿಗೆ ಮನವಿ [754, 138, 915, 149]
signature-chairman: ಸಹಿ/- ಅಧ್ಯಕ್ಷರು [257, 452, 284, 458]
notice-date: ದಿನಾಂಕ: 28-07-2025 [741, 1316, 788, 1322]
notice-date: ದಿನಾಂಕ: 05.08.2025 [194, 855, 244, 861]
notice-signature: ಸಹಿ/- ಕಾರ್ಯನಿರ್ವಾಹಕ ಅಭಿಯಂತರರು (ವಿ) [169, 955, 244, 961]
notice-date: ದಿನಾಂಕ: 06-08-2025 [481, 700, 528, 707]
website-link[interactable]: www.athanitown.mrc.gov.in [645, 815, 727, 822]
lead-body-3: ಸಾಂಗ್ ನೇತಾರ ವೇದಿಕೆ ಕಾರ್ಯಕ್ರಮದಲ್ಲಿ ಪಾಲ್ಗೊಂಡು ವಿವಿಧ ವಿಷಯಗಳ ಬಗ್ಗೆ ಅಭಿಪ್ರಾಯ ಹಂಚಿಕೊಂಡರು. ಮುಂದಿನ ದಿನಗಳಲ್ಲಿ ಈ ಬಗ್ಗೆ ಹೋರಾಟ ನಡೆಸಲಾಗುವುದು ಎಂದು ತಿಳಿಸಿದರು. [588, 199, 743, 222]
notice-phone: ದೂರವಾಣಿ : 08304-290225, 291010 [315, 382, 407, 389]
notice-head: ಪುರಸಭೆ ಕಾರ್ಯಾಲಯ ಮಾಲೂರು [287, 1099, 399, 1111]
legal-notice-os-283 [736, 1012, 826, 1436]
notice-body: ಮಾಲೂರು ಪುರಸಭೆ ವ್ಯಾಪ್ತಿಯಲ್ಲಿ 2024-25ನೇ ಸಾಲಿನ ಪೌರಕಾರ್ಮಿಕರ ಗೃಹಭಾಗ್ಯ ಯೋಜನೆಯಡಿಯಲ್ಲಿ DMA/2024-25/BD/WORK_INDENT36026/CALL-2 ರೂ.40.00 ಲಕ್ಷಗಳ ಕಾಮಗಾರಿಗೆ ಅರ್ಹ ಗುತ್ತಿಗೆದಾರರಿಂದ KPPP Portal ನಲ್ಲಿ ಟೆಂಡರ್ ಆಹ್ವಾನಿಸಲಾಗಿದೆ. ಹೆಚ್ಚಿನ ವಿವರಗಳಿಗೆ ಕಚೇರಿಯನ್ನು ಸಂಪರ್ಕಿಸಬಹುದು. [257, 1148, 465, 1183]
